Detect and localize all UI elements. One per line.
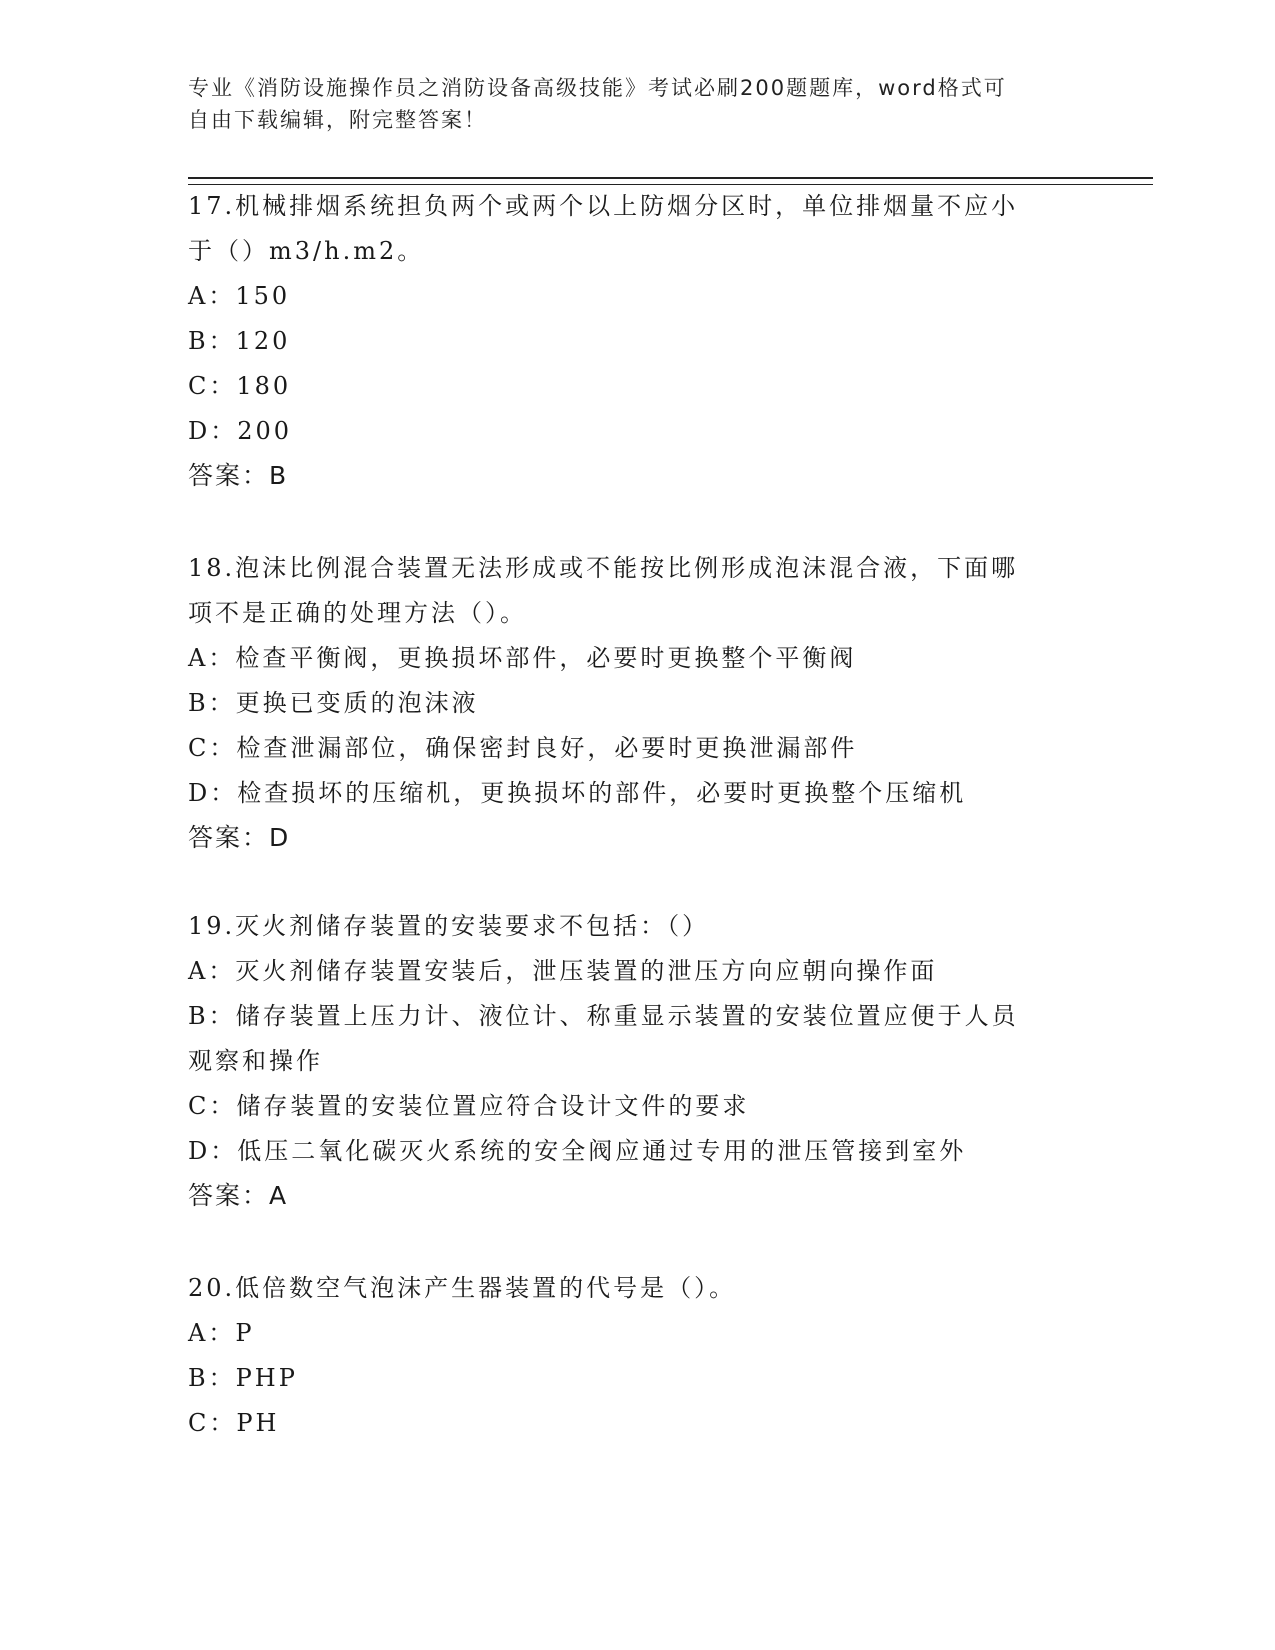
question-stem: 项不是正确的处理方法（）。 — [188, 599, 527, 627]
option-a: A：P — [188, 1319, 255, 1347]
option-d: D：检查损坏的压缩机，更换损坏的部件，必要时更换整个压缩机 — [188, 779, 967, 807]
option-c: C：检查泄漏部位，确保密封良好，必要时更换泄漏部件 — [188, 734, 858, 762]
header-line-2: 自由下载编辑，附完整答案！ — [188, 108, 487, 132]
option-b: B：更换已变质的泡沫液 — [188, 689, 479, 717]
question-17 — [188, 184, 1088, 498]
document-header — [188, 72, 1088, 136]
option-b-continued: 观察和操作 — [188, 1047, 323, 1075]
option-a: A：检查平衡阀，更换损坏部件，必要时更换整个平衡阀 — [188, 644, 857, 672]
question-stem: 18.泡沫比例混合装置无法形成或不能按比例形成泡沫混合液，下面哪 — [188, 554, 1019, 582]
question-stem: 20.低倍数空气泡沫产生器装置的代号是（）。 — [188, 1274, 737, 1302]
question-stem: 17.机械排烟系统担负两个或两个以上防烟分区时，单位排烟量不应小 — [188, 192, 1019, 220]
option-b: B：120 — [188, 327, 291, 355]
answer: 答案：B — [188, 461, 289, 490]
option-d: D：低压二氧化碳灭火系统的安全阀应通过专用的泄压管接到室外 — [188, 1137, 967, 1165]
option-b: B：储存装置上压力计、液位计、称重显示装置的安装位置应便于人员 — [188, 1002, 1019, 1030]
option-c: C：储存装置的安装位置应符合设计文件的要求 — [188, 1092, 750, 1120]
answer: 答案：A — [188, 1181, 289, 1210]
header-line-1: 专业《消防设施操作员之消防设备高级技能》考试必刷200题题库，word格式可 — [188, 76, 1007, 100]
question-18 — [188, 546, 1088, 860]
option-d: D：200 — [188, 417, 293, 445]
question-stem: 19.灭火剂储存装置的安装要求不包括：（） — [188, 912, 710, 940]
option-c: C：180 — [188, 372, 292, 400]
option-c: C：PH — [188, 1409, 280, 1437]
question-19 — [188, 904, 1088, 1218]
option-a: A：150 — [188, 282, 291, 310]
answer: 答案：D — [188, 823, 291, 852]
question-stem: 于（）m3/h.m2。 — [188, 237, 425, 265]
option-a: A：灭火剂储存装置安装后，泄压装置的泄压方向应朝向操作面 — [188, 957, 938, 985]
header-rule-thick — [188, 177, 1153, 179]
option-b: B：PHP — [188, 1364, 298, 1392]
question-20 — [188, 1266, 1088, 1446]
